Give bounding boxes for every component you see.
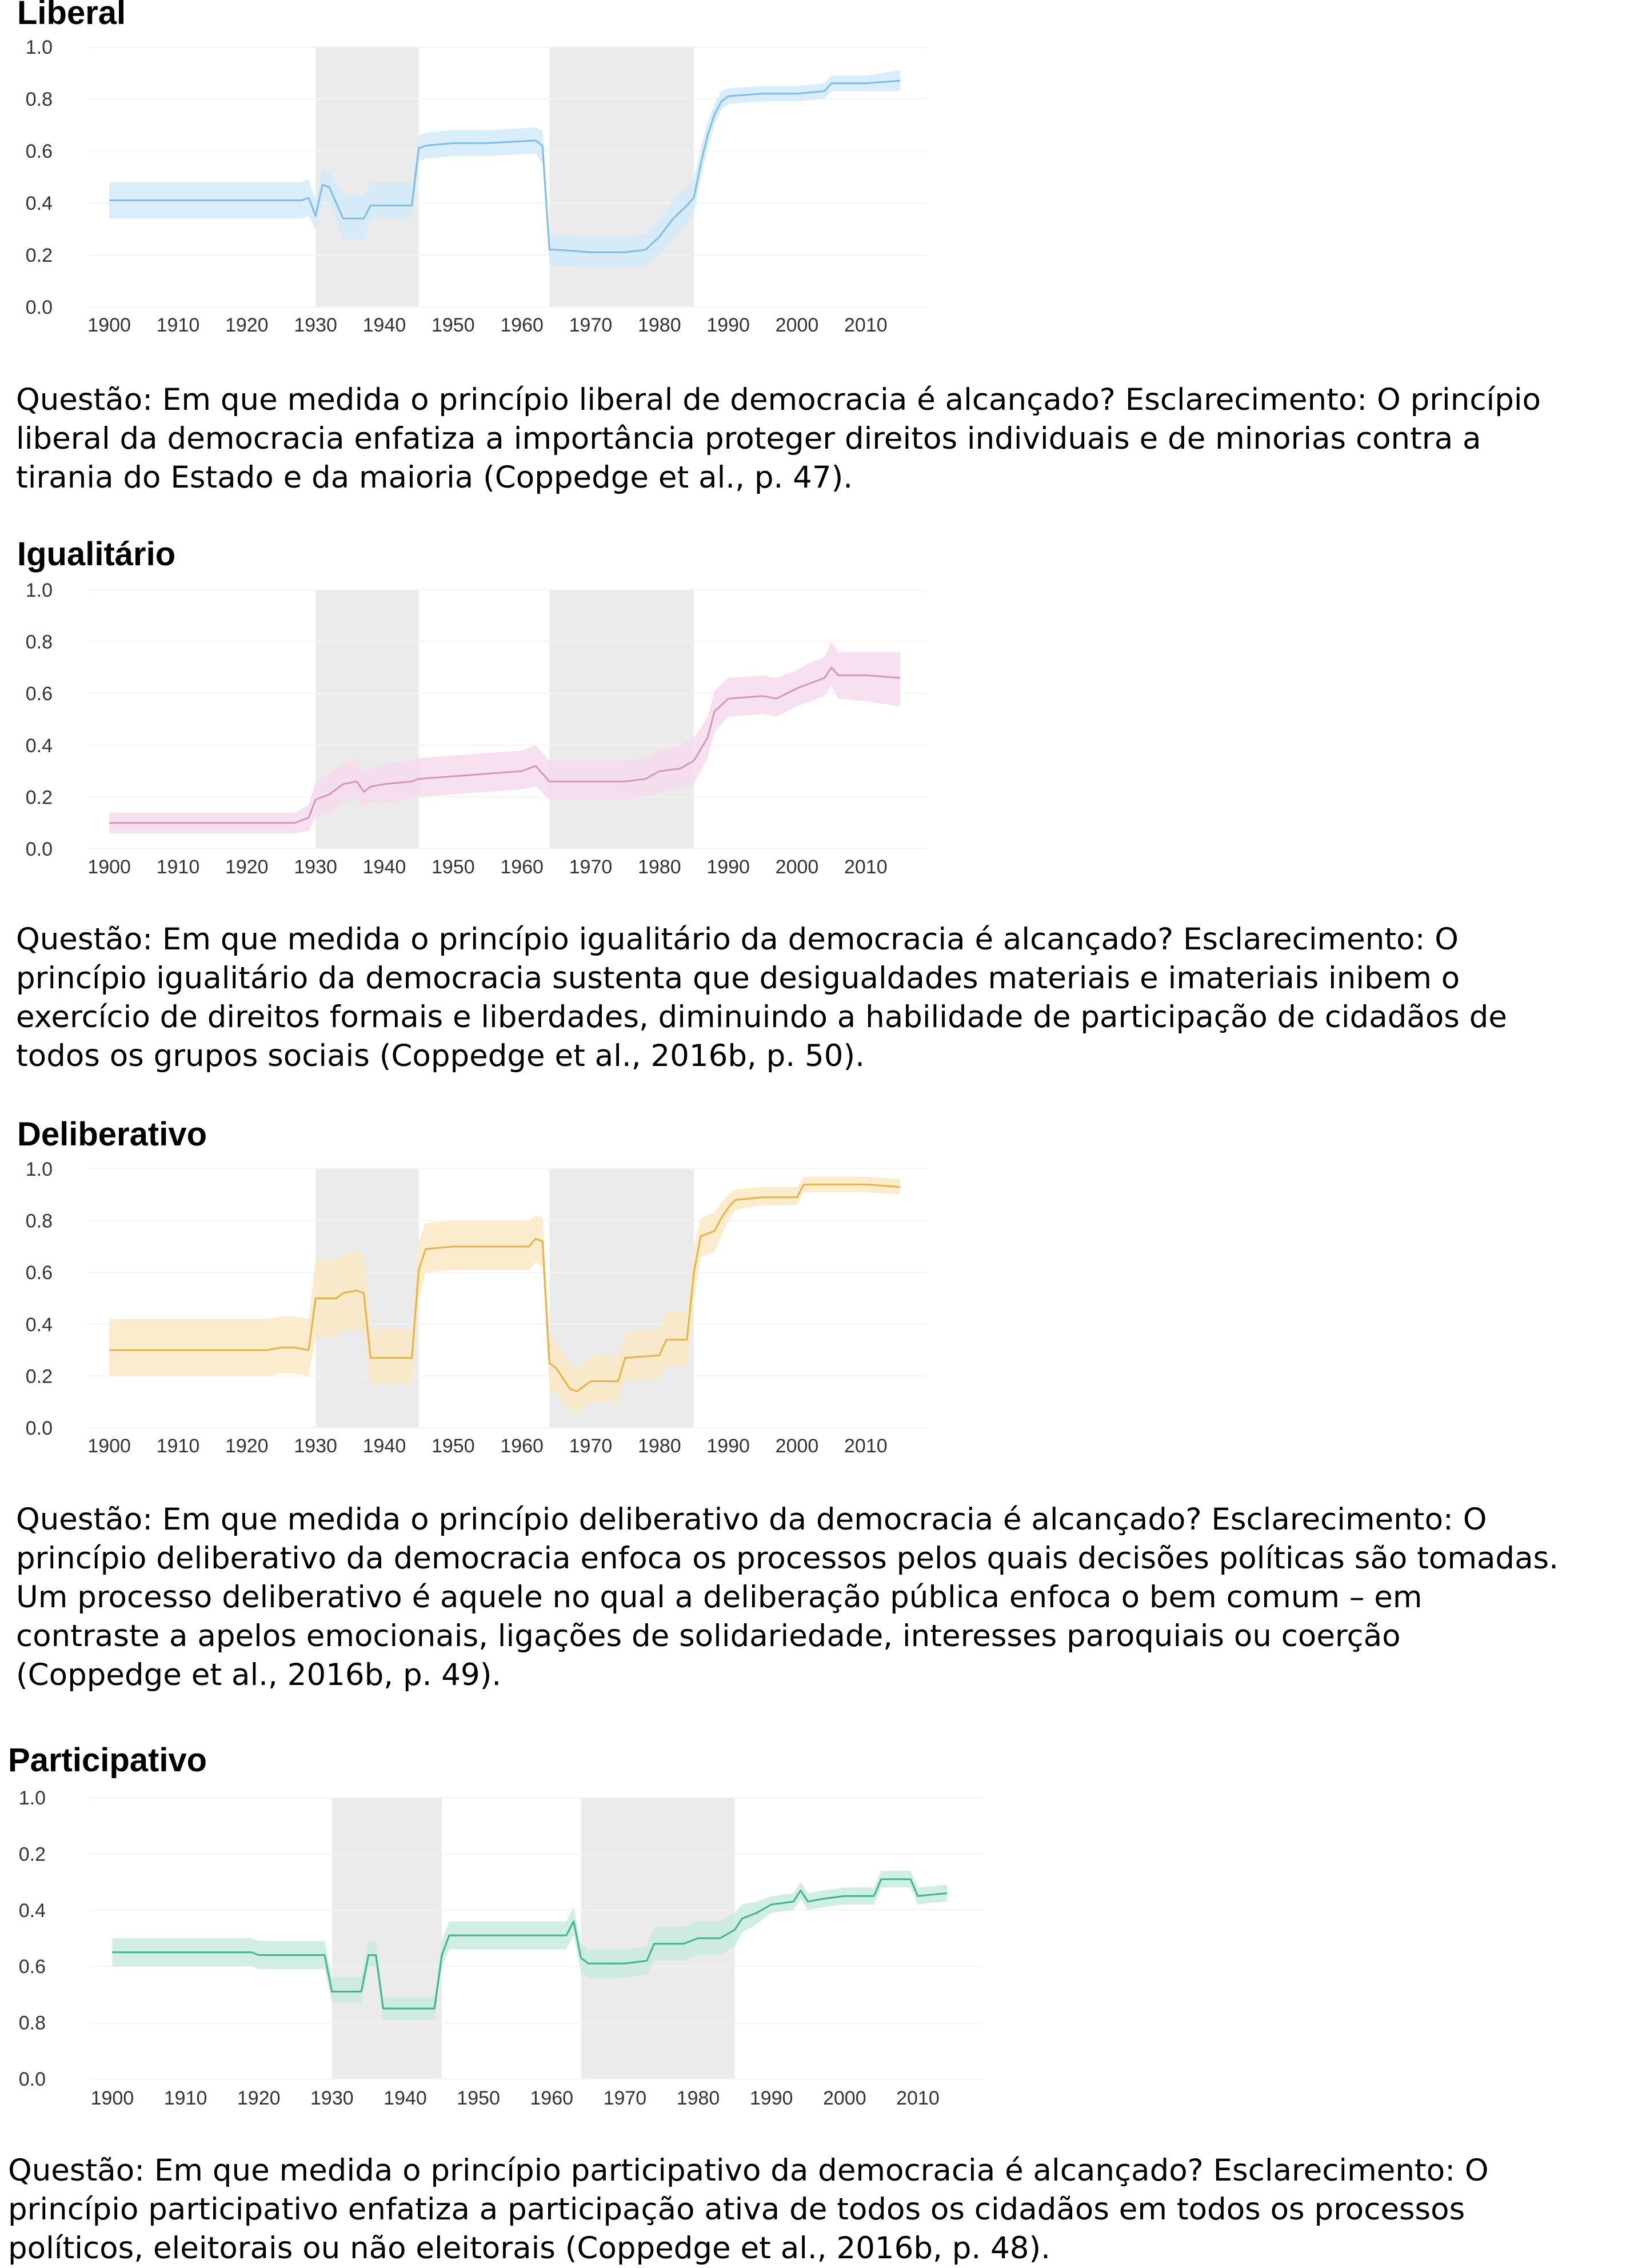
x-tick-label: 2010 (844, 856, 888, 878)
chart-description-line: (Coppedge et al., 2016b, p. 49). (16, 1658, 502, 1692)
chart-title: Participativo (8, 1742, 207, 1779)
shaded-period (549, 590, 694, 849)
chart-description-line: princípio igualitário da democracia sustenta que desigualdades materiais e imateriais inibem o (16, 961, 1460, 996)
confidence-band (109, 70, 900, 268)
x-tick-label: 2000 (822, 2087, 866, 2109)
x-tick-label: 1980 (637, 1435, 681, 1457)
x-tick-label: 1980 (637, 314, 681, 336)
y-tick-label: 0.4 (25, 193, 53, 214)
x-tick-label: 2000 (775, 1435, 819, 1457)
panel-liberal (0, 0, 1630, 514)
x-tick-label: 2000 (775, 314, 819, 336)
x-tick-label: 1970 (569, 1435, 613, 1457)
y-tick-label: 0.0 (25, 1418, 53, 1439)
y-tick-label: 0.8 (25, 1210, 53, 1232)
chart-description-line: contraste a apelos emocionais, ligações de solidariedade, interesses paroquiais ou coerção (16, 1619, 1401, 1654)
x-tick-label: 2010 (844, 1435, 888, 1457)
confidence-band (109, 642, 900, 833)
shaded-period (332, 1798, 442, 2079)
chart-description-line: tirania do Estado e da maioria (Coppedge et al., p. 47). (16, 460, 853, 495)
chart-description-line: liberal da democracia enfatiza a importância proteger direitos individuais e de minorias contra a (16, 421, 1481, 456)
chart-description-line: Questão: Em que medida o princípio deliberativo da democracia é alcançado? Esclarecimento: O (16, 1502, 1487, 1537)
x-tick-label: 1970 (569, 856, 613, 878)
x-tick-label: 1910 (163, 2087, 207, 2109)
x-tick-label: 1910 (156, 856, 200, 878)
x-tick-label: 1940 (362, 314, 406, 336)
x-tick-label: 1980 (637, 856, 681, 878)
y-tick-label: 0.2 (25, 786, 53, 809)
chart-description-line: princípio deliberativo da democracia enfoca os processos pelos quais decisões políticas são tomadas. (16, 1541, 1559, 1576)
chart-description-line: Questão: Em que medida o princípio liberal de democracia é alcançado? Esclarecimento: O princípio (16, 382, 1541, 417)
y-tick-label: 0.6 (25, 141, 53, 162)
y-tick-label: 0.8 (18, 2012, 46, 2034)
y-tick-label: 0.4 (25, 1313, 53, 1336)
liberal-chart (0, 0, 949, 366)
x-tick-label: 1970 (603, 2087, 647, 2109)
chart-description-line: Um processo deliberativo é aquele no qual a deliberação pública enfoca o bem comum – em (16, 1580, 1423, 1615)
y-tick-label: 0.4 (25, 734, 53, 757)
y-tick-label: 0.8 (25, 631, 53, 653)
chart-description-line: todos os grupos sociais (Coppedge et al., 2016b, p. 50). (16, 1039, 865, 1073)
x-tick-label: 1960 (530, 2087, 574, 2109)
x-tick-label: 1900 (87, 856, 131, 878)
x-tick-label: 1960 (500, 314, 544, 336)
confidence-band (109, 1177, 900, 1412)
x-tick-label: 1960 (500, 1435, 544, 1457)
chart-description-line: princípio participativo enfatiza a participação ativa de todos os cidadãos em todos os processos (8, 2192, 1465, 2227)
x-tick-label: 1920 (225, 314, 269, 336)
x-tick-label: 2010 (844, 314, 888, 336)
y-tick-label: 0.6 (18, 1956, 46, 1978)
x-tick-label: 1950 (431, 856, 475, 878)
y-tick-label: 0.2 (25, 245, 53, 266)
x-tick-label: 1940 (362, 856, 406, 878)
chart-description-line: políticos, eleitorais ou não eleitorais (Coppedge et al., 2016b, p. 48). (8, 2231, 1050, 2266)
igualitario-chart (0, 537, 949, 903)
chart-description-line: exercício de direitos formais e liberdades, diminuindo a habilidade de participação de cidadãos de (16, 1000, 1507, 1035)
y-tick-label: 0.4 (18, 1899, 46, 1922)
x-tick-label: 1900 (90, 2087, 134, 2109)
x-tick-label: 1900 (87, 1435, 131, 1457)
chart-description-line: Questão: Em que medida o princípio igualitário da democracia é alcançado? Esclarecimento: O (16, 922, 1459, 957)
x-tick-label: 1950 (431, 314, 475, 336)
x-tick-label: 1970 (569, 314, 613, 336)
deliberativo-chart (0, 1117, 949, 1483)
y-tick-label: 0.0 (25, 838, 53, 860)
x-tick-label: 1930 (294, 856, 337, 878)
series-line (109, 81, 900, 252)
panel-participativo (0, 1742, 1630, 2266)
x-tick-label: 1950 (431, 1435, 475, 1457)
x-tick-label: 1990 (706, 1435, 750, 1457)
x-tick-label: 1910 (156, 1435, 200, 1457)
x-tick-label: 1990 (749, 2087, 793, 2109)
chart-description-line: Questão: Em que medida o princípio participativo da democracia é alcançado? Esclarecimento: O (8, 2153, 1489, 2188)
y-tick-label: 0.8 (25, 89, 53, 110)
y-tick-label: 0.0 (18, 2069, 46, 2090)
x-tick-label: 1910 (156, 314, 200, 336)
chart-title: Deliberativo (17, 1116, 207, 1153)
x-tick-label: 1920 (225, 1435, 269, 1457)
x-tick-label: 1940 (383, 2087, 427, 2109)
x-tick-label: 1930 (294, 314, 337, 336)
y-tick-label: 1.0 (25, 1159, 53, 1180)
x-tick-label: 2000 (775, 856, 819, 878)
x-tick-label: 1900 (87, 314, 131, 336)
x-tick-label: 1920 (237, 2087, 281, 2109)
chart-title: Liberal (17, 0, 126, 31)
y-tick-label: 1.0 (18, 1787, 46, 1809)
y-tick-label: 0.0 (25, 297, 53, 318)
panel-deliberativo (0, 1117, 1630, 1712)
x-tick-label: 1930 (294, 1435, 337, 1457)
y-tick-label: 0.2 (18, 1843, 46, 1866)
panel-igualitario (0, 537, 1630, 1086)
y-tick-label: 1.0 (25, 580, 53, 601)
y-tick-label: 0.2 (25, 1365, 53, 1388)
y-tick-label: 0.6 (25, 683, 53, 705)
y-tick-label: 0.6 (25, 1262, 53, 1284)
x-tick-label: 1960 (500, 856, 544, 878)
participativo-chart (0, 1743, 1006, 2132)
confidence-band (112, 1871, 947, 2020)
x-tick-label: 1940 (362, 1435, 406, 1457)
x-tick-label: 1950 (457, 2087, 500, 2109)
x-tick-label: 2010 (896, 2087, 940, 2109)
chart-title: Igualitário (17, 536, 176, 573)
x-tick-label: 1930 (310, 2087, 354, 2109)
x-tick-label: 1980 (676, 2087, 720, 2109)
x-tick-label: 1920 (225, 856, 269, 878)
y-tick-label: 1.0 (25, 37, 53, 58)
x-tick-label: 1990 (706, 856, 750, 878)
x-tick-label: 1990 (706, 314, 750, 336)
